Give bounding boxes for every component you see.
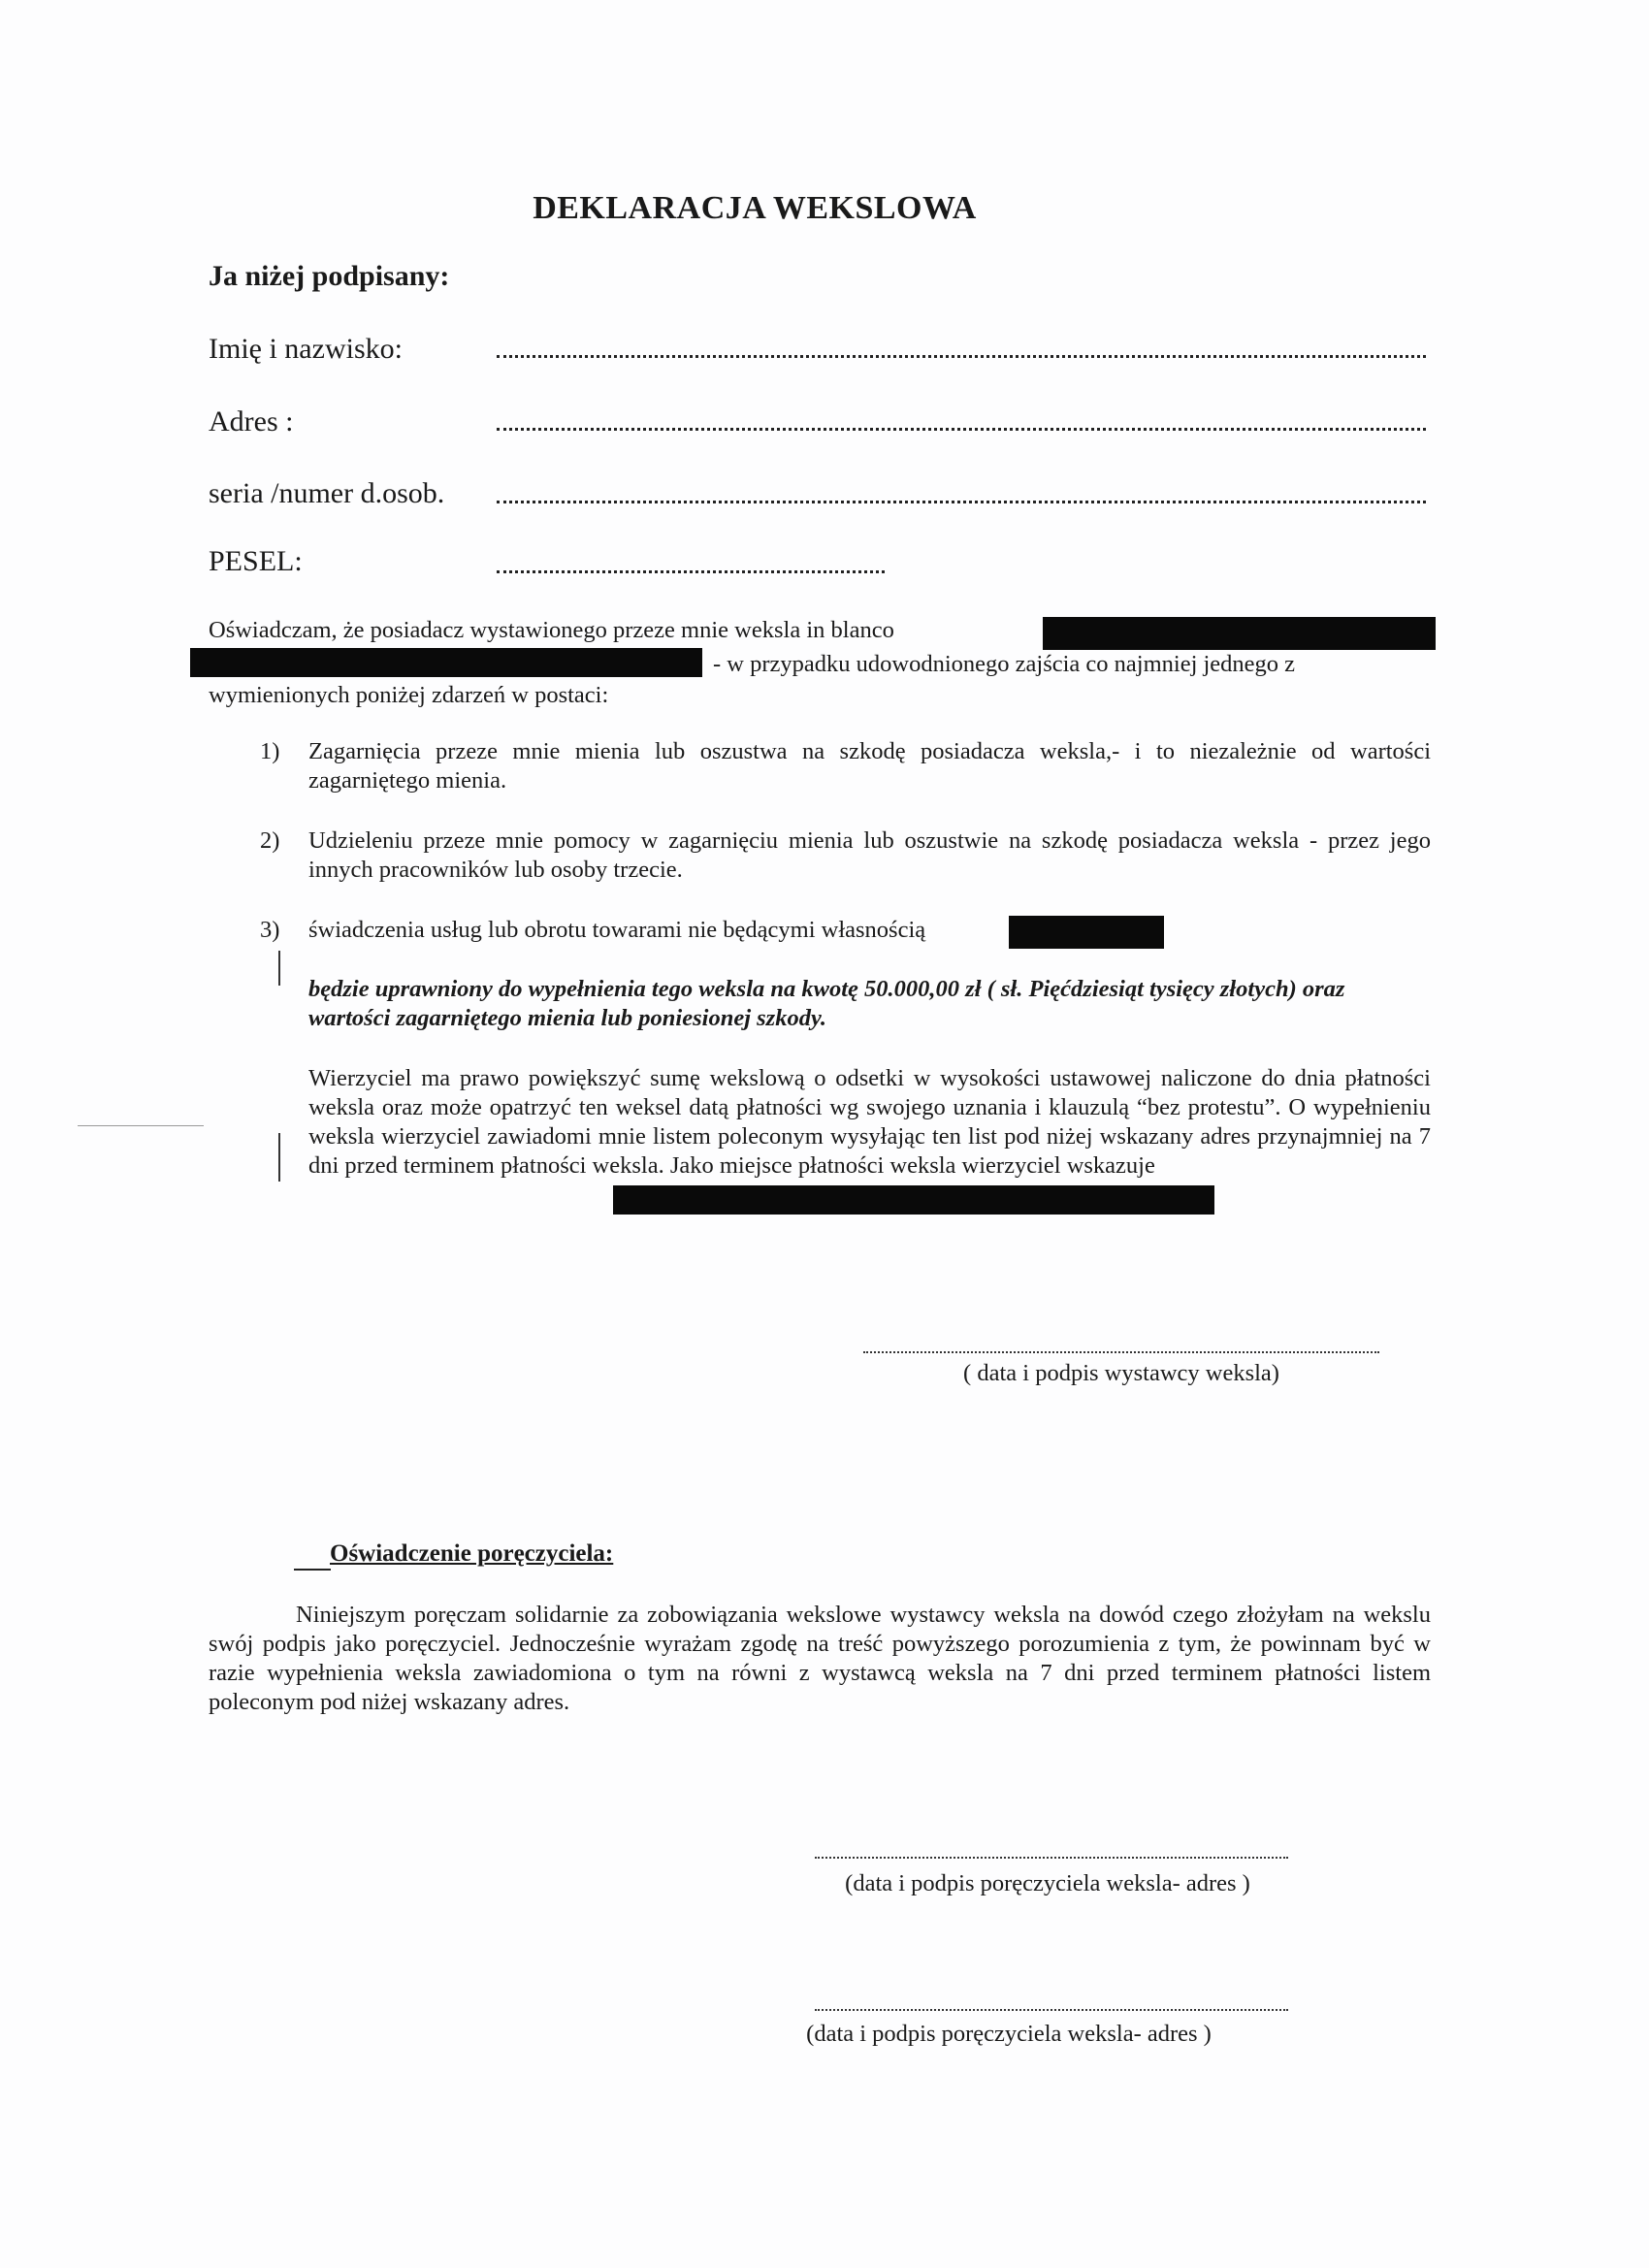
scan-mark xyxy=(78,1125,204,1126)
field-line-name xyxy=(497,355,1426,358)
field-line-id-number xyxy=(497,501,1426,503)
redaction-block xyxy=(1043,617,1436,650)
redaction-block xyxy=(190,648,702,677)
list-item-number: 3) xyxy=(260,917,280,943)
field-line-pesel xyxy=(497,570,885,573)
creditor-paragraph: Wierzyciel ma prawo powiększyć sumę wekslową o odsetki w wysokości ustawowej naliczone do dnia płatności weksla oraz może opatrzyć ten weksel datą płatności wg swojego uznania i klauzulą “bez protestu”. O wypełnieniu weksla wierzyciel zawiadomi mnie listem poleconym wysyłając ten list pod niżej wskazany adres przynajmniej na 7 dni przed terminem płatności weksla. Jako miejsce płatności weksla wierzyciel wskazuje xyxy=(308,1065,1431,1179)
signature-caption-issuer: ( data i podpis wystawcy weksla) xyxy=(963,1360,1279,1386)
signature-line-guarantor-1 xyxy=(815,1857,1288,1859)
field-label-id-number: seria /numer d.osob. xyxy=(209,477,445,509)
scan-mark xyxy=(278,1133,280,1182)
signature-line-guarantor-2 xyxy=(815,2009,1288,2011)
statement-line-3: wymienionych poniżej zdarzeń w postaci: xyxy=(209,682,609,708)
field-label-name: Imię i nazwisko: xyxy=(209,333,403,365)
redaction-block xyxy=(613,1185,1214,1215)
guarantor-heading: Oświadczenie poręczyciela: xyxy=(330,1540,614,1567)
document-title: DEKLARACJA WEKSLOWA xyxy=(533,190,977,226)
list-item-number: 2) xyxy=(260,827,280,854)
heading-underline-prefix xyxy=(294,1569,331,1571)
document-subtitle: Ja niżej podpisany: xyxy=(209,260,450,292)
signature-caption-guarantor-2: (data i podpis poręczyciela weksla- adres ) xyxy=(806,2021,1212,2047)
signature-caption-guarantor-1: (data i podpis poręczyciela weksla- adres ) xyxy=(845,1870,1250,1896)
list-item: Udzieleniu przeze mnie pomocy w zagarnięciu mienia lub oszustwie na szkodę posiadacza weksla - przez jego innych pracowników lub osoby trzecie. xyxy=(308,827,1431,883)
field-line-address xyxy=(497,428,1426,431)
guarantor-paragraph: Niniejszym poręczam solidarnie za zobowiązania wekslowe wystawcy weksla na dowód czego złożyłam na wekslu swój podpis jako poręczyciel. Jednocześnie wyrażam zgodę na treść powyższego porozumienia z tym, że powinnam być w razie wypełnienia weksla zawiadomiona o tym na równi z wystawcą weksla na 7 dni przed terminem płatności listem poleconym pod niżej wskazany adres. xyxy=(209,1602,1431,1715)
list-item: świadczenia usług lub obrotu towarami nie będącymi własnością xyxy=(308,917,926,943)
signature-line-issuer xyxy=(863,1351,1379,1353)
scan-mark xyxy=(278,951,280,986)
field-label-address: Adres : xyxy=(209,405,294,437)
statement-line-2: - w przypadku udowodnionego zajścia co najmniej jednego z xyxy=(713,651,1296,677)
field-label-pesel: PESEL: xyxy=(209,545,303,577)
statement-line-1: Oświadczam, że posiadacz wystawionego przeze mnie weksla in blanco xyxy=(209,617,894,643)
redaction-block xyxy=(1009,916,1164,949)
list-item-number: 1) xyxy=(260,738,280,764)
list-item: Zagarnięcia przeze mnie mienia lub oszustwa na szkodę posiadacza weksla,- i to niezależnie od wartości zagarniętego mienia. xyxy=(308,738,1431,794)
authorization-text: będzie uprawniony do wypełnienia tego weksla na kwotę 50.000,00 zł ( sł. Pięćdziesiąt tysięcy złotych) oraz wartości zagarniętego mienia lub poniesionej szkody. xyxy=(308,976,1345,1031)
